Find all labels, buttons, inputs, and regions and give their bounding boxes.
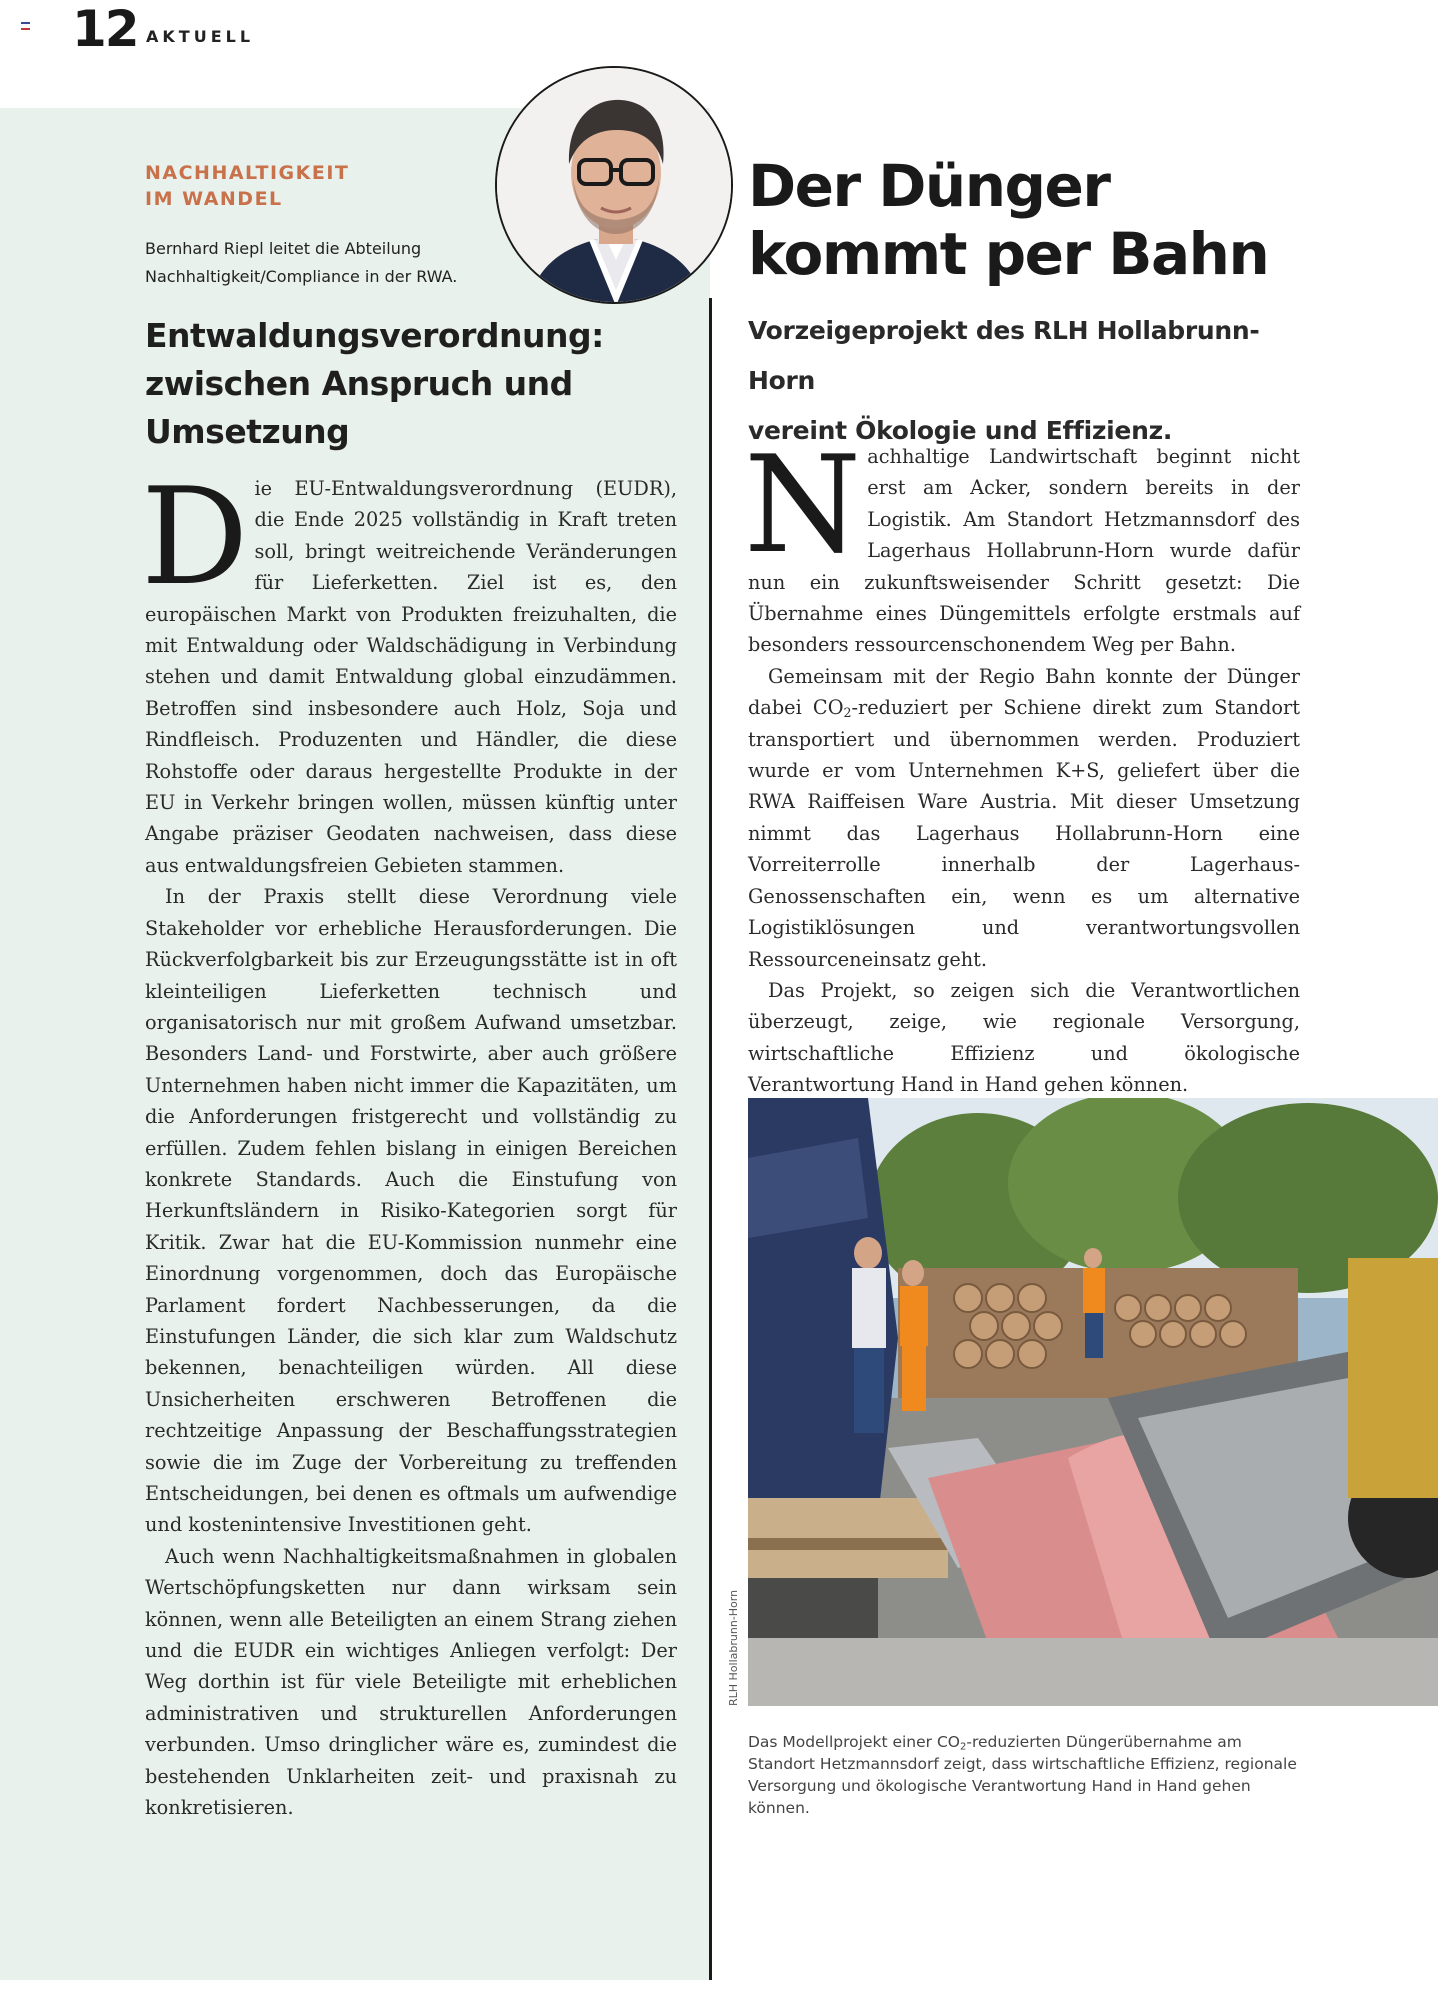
kicker-line: NACHHALTIGKEIT — [145, 162, 350, 184]
paragraph: Das Projekt, so zeigen sich die Verantwortlichen überzeugt, zeige, wie regionale Versorgung, wirtschaftliche Effizienz und ökologische Verantwortung Hand in Hand gehen können. — [748, 978, 1300, 1097]
photo-credit: RLH Hollabrunn-Horn — [727, 1589, 740, 1706]
paragraph: In der Praxis stellt diese Verordnung viele Stakeholder vor erhebliche Herausforderungen. Die Rückverfolgbarkeit bis zur Erzeugungsstätte ist in oft kleinteiligen Lieferketten technisch und organisatorisch nur mit großem Aufwand umsetzbar. Besonders Land- und Forstwirte, aber auch größere Unternehmen haben nicht immer die Kapazitäten, um die Anforderungen fristgerecht und vollständig zu erfüllen. Zudem fehlen bislang in einigen Bereichen konkrete Standards. Auch die Einstufung von Herkunftsländern in Risiko-Kategorien sorgt für Kritik. Zwar hat die EU-Kommission nunmehr eine Einordnung vorgenommen, doch das Europäische Parlament fordert Nachbesserungen, da die Einstufungen Länder, die sich klar zum Waldschutz bekennen, benachteiligen würden. All diese Unsicherheiten erschweren Betroffenen die rechtzeitige Anpassung der Beschaffungsstrategien sowie die im Zuge der Vorbereitung zu treffenden Entscheidungen, bei denen es oftmals um aufwendige und kostenintensive Investitionen geht. — [145, 885, 677, 1537]
paragraph — [748, 661, 1300, 975]
headline-line: Umsetzung — [145, 412, 350, 451]
intro-line: Bernhard Riepl leitet die Abteilung — [145, 239, 422, 258]
paragraph — [141, 459, 677, 881]
headline-line: Der Dünger — [748, 152, 1110, 220]
paragraph-text: Gemeinsam mit der Regio Bahn konnte der Dünger dabei CO — [748, 664, 1300, 720]
photo-caption — [748, 1731, 1308, 1819]
left-article-body — [141, 459, 677, 1823]
page-number: 12 — [72, 0, 138, 58]
caption-text: -reduzierten Düngerübernahme am Standort Hetzmannsdorf zeigt, dass wirtschaftliche Effizienz, regionale Versorgung und ökologische Verantwortung Hand in Hand gehen können. — [748, 1733, 1297, 1817]
paragraph: Auch wenn Nachhaltigkeitsmaßnahmen in globalen Wertschöpfungsketten nur dann wirksam sein können, wenn alle Beteiligten an einem Strang ziehen und die EUDR ein wichtiges Anliegen verfolgt: Der Weg dorthin ist für viele Beteiligte mit erheblichen administrativen und strukturellen Anforderungen verbunden. Umso dringlicher wäre es, zumindest die bestehenden Unklarheiten zeit- und praxisnah zu konkretisieren. — [145, 1544, 677, 1820]
country-flag-icon — [21, 22, 30, 30]
drop-cap: N — [744, 427, 862, 583]
right-headline — [748, 152, 1308, 288]
article-photo — [748, 1098, 1438, 1706]
author-portrait — [495, 66, 733, 304]
caption-text: Das Modellprojekt einer CO — [748, 1733, 960, 1751]
subscript: 2 — [843, 705, 852, 721]
headline-line: kommt per Bahn — [748, 220, 1269, 288]
intro-line: Nachhaltigkeit/Compliance in der RWA. — [145, 267, 458, 286]
headline-line: zwischen Anspruch und — [145, 364, 573, 403]
subscript: 2 — [959, 1741, 967, 1753]
subheadline-line: vereint Ökologie und Effizienz. — [748, 416, 1173, 445]
column-divider — [709, 298, 712, 1980]
section-kicker — [145, 160, 349, 212]
paragraph-text: -reduziert per Schiene direkt zum Standort transportiert und übernommen werden. Produziert wurde er vom Unternehmen K+S, geliefert über die RWA Raiffeisen Ware Austria. Mit dieser Umsetzung nimmt das Lagerhaus Hollabrunn-Horn eine Vorreiterrolle innerhalb der Lagerhaus-Genossenschaften ein, wenn es um alternative Logistiklösungen und verantwortungsvollen Ressourceneinsatz geht. — [748, 696, 1300, 971]
left-headline — [145, 312, 615, 456]
kicker-line: IM WANDEL — [145, 188, 283, 210]
paragraph-text: achhaltige Landwirtschaft beginnt nicht erst am Acker, sondern bereits in der Logistik. Am Standort Hetzmannsdorf des Lagerhaus Hollabrunn-Horn wurde dafür nun ein zukunftsweisender Schritt gesetzt: Die Übernahme eines Düngemittels erfolgte erstmals auf besonders ressourcenschonendem Weg per Bahn. — [748, 445, 1300, 657]
fertilizer-unloading-illustration — [748, 1098, 1438, 1706]
headline-line: Entwaldungsverordnung: — [145, 316, 604, 355]
portrait-illustration — [497, 68, 733, 304]
subheadline-line: Vorzeigeprojekt des RLH Hollabrunn-Horn — [748, 316, 1260, 395]
author-intro — [145, 235, 505, 291]
drop-cap: D — [141, 459, 249, 615]
paragraph-text: ie EU-Entwaldungsverordnung (EUDR), die Ende 2025 vollständig in Kraft treten soll, bringt weitreichende Veränderungen für Lieferketten. Ziel ist es, den europäischen Markt von Produkten freizuhalten, die mit Entwaldung oder Waldschädigung in Verbindung stehen und damit Entwaldung global einzudämmen. Betroffen sind insbesondere auch Holz, Soja und Rindfleisch. Produzenten und Händler, die diese Rohstoffe oder daraus hergestellte Produkte in der EU in Verkehr bringen wollen, müssen künftig unter Angabe präziser Geodaten nachweisen, dass diese aus entwaldungsfreien Gebieten stammen. — [145, 477, 677, 877]
section-label: AKTUELL — [146, 27, 255, 46]
